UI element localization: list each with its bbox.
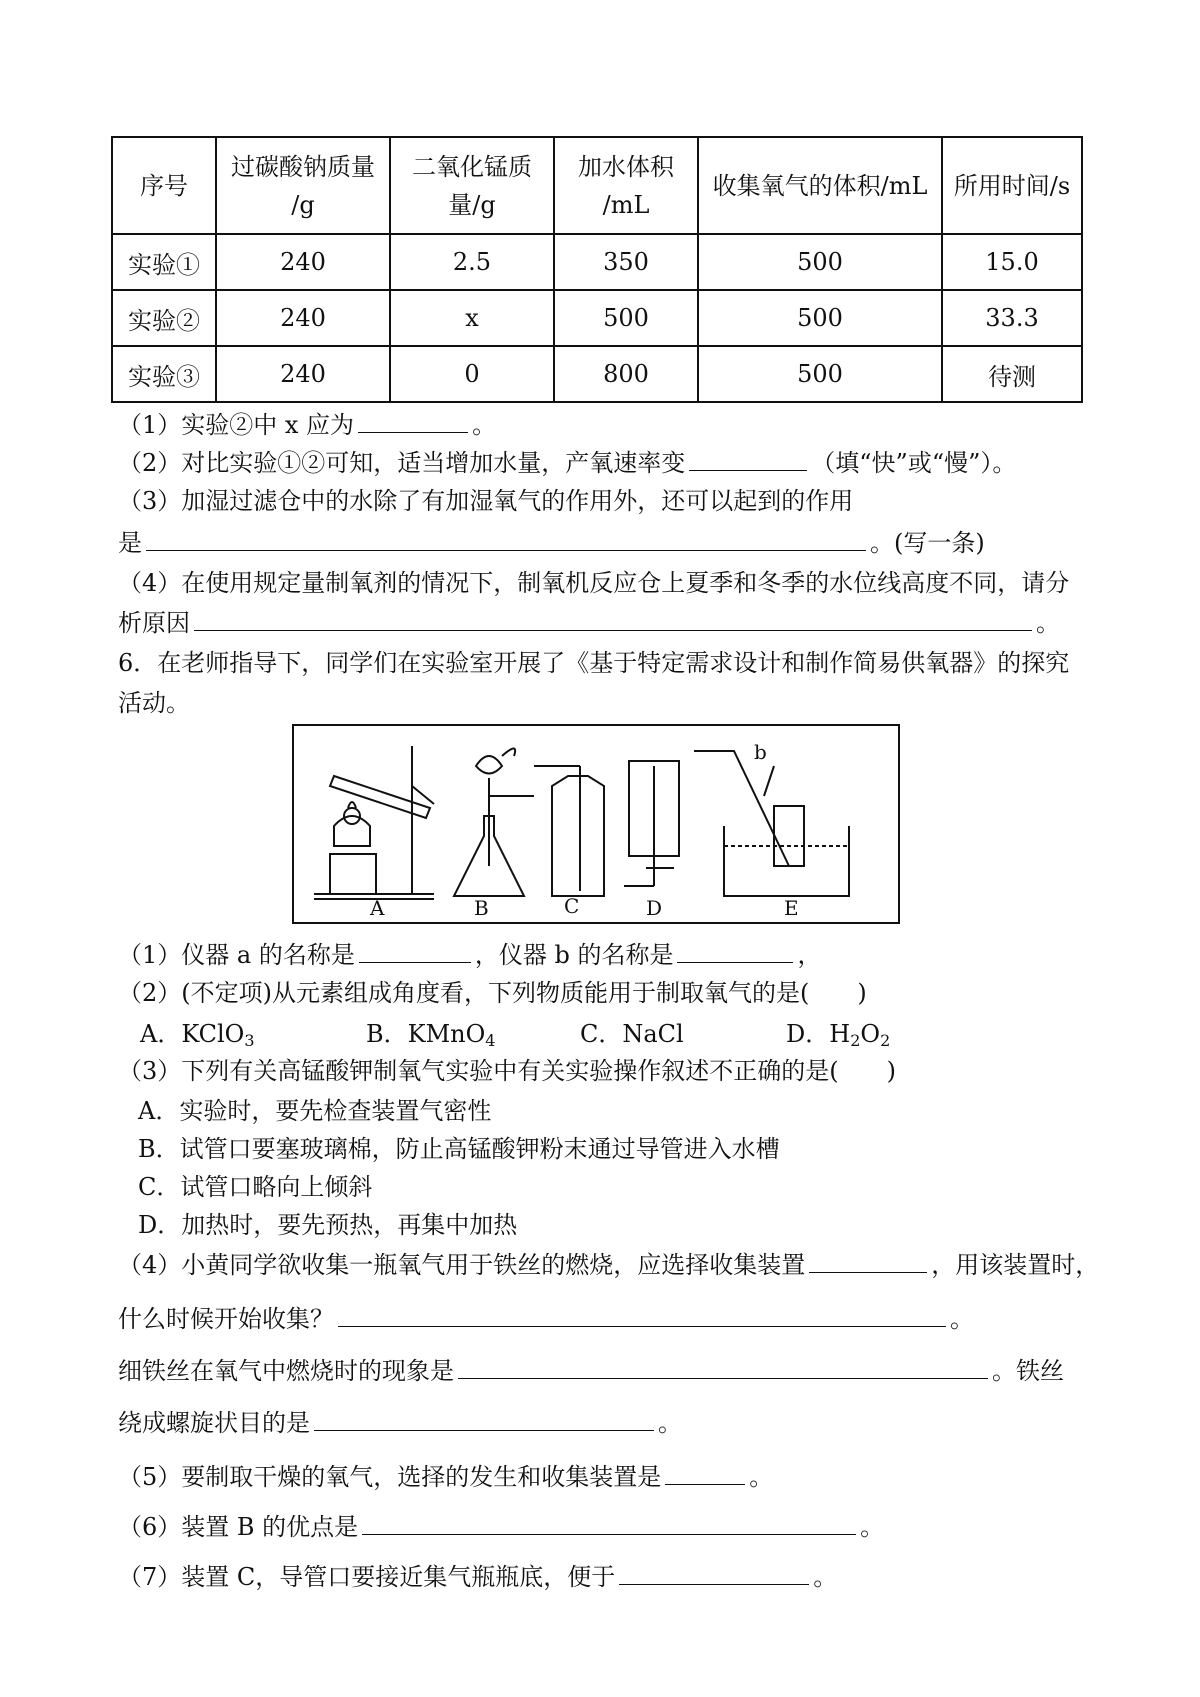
q6-sub2: （2）(不定项)从元素组成角度看，下列物质能用于制取氧气的是( )	[118, 979, 867, 1007]
q5-sub1: （1）实验②中 x 应为 。	[118, 408, 496, 442]
q6-sub4-spiral: 绕成螺旋状目的是 。	[118, 1406, 682, 1440]
table-cell: 实验①	[112, 234, 216, 290]
table-cell: 500	[698, 234, 942, 290]
table-row	[112, 346, 1082, 402]
answer-blank[interactable]	[338, 1302, 946, 1327]
table-cell: 350	[554, 234, 698, 290]
q6-intro-cont: 活动。	[118, 689, 190, 717]
q6-sub5: （5）要制取干燥的氧气，选择的发生和收集装置是 。	[118, 1460, 773, 1494]
option-d[interactable]: D．$H_2O_2$	[786, 1020, 891, 1050]
table-header-cell: 收集氧气的体积/mL	[698, 137, 942, 234]
answer-blank[interactable]	[359, 938, 471, 963]
option-c[interactable]: C．NaCl	[580, 1020, 684, 1048]
table-cell: 500	[698, 290, 942, 346]
answer-blank[interactable]	[146, 526, 866, 551]
q6-sub6: （6）装置 B 的优点是 。	[118, 1510, 884, 1544]
q6-intro: 6．在老师指导下，同学们在实验室开展了《基于特定需求设计和制作简易供氧器》的探究	[118, 649, 1070, 677]
label-d: D	[646, 896, 663, 920]
label-e: E	[784, 896, 799, 920]
q6-sub3-option-d[interactable]: D．加热时，要先预热，再集中加热	[138, 1211, 518, 1239]
table-header-row	[112, 137, 1082, 234]
label-b: B	[474, 896, 489, 920]
q6-sub1: （1）仪器 a 的名称是 ，仪器 b 的名称是 ，	[118, 938, 821, 972]
apparatus-drawing	[294, 726, 898, 922]
table-cell: 500	[554, 290, 698, 346]
table-row	[112, 290, 1082, 346]
table-header-cell: 二氧化锰质 量/g	[390, 137, 554, 234]
table-cell: 33.3	[942, 290, 1082, 346]
q6-sub3-option-c[interactable]: C．试管口略向上倾斜	[138, 1173, 373, 1201]
answer-blank[interactable]	[458, 1354, 988, 1379]
label-instrument-b: b	[754, 740, 767, 764]
q6-sub4-phenomenon: 细铁丝在氧气中燃烧时的现象是 。铁丝	[118, 1354, 1064, 1388]
table-cell: 15.0	[942, 234, 1082, 290]
table-cell: x	[390, 290, 554, 346]
table-row	[112, 234, 1082, 290]
q6-sub4-when: 什么时候开始收集？ 。	[118, 1302, 974, 1336]
table-cell: 0	[390, 346, 554, 402]
q6-sub3-option-a[interactable]: A．实验时，要先检查装置气密性	[138, 1097, 492, 1125]
table-cell: 240	[216, 234, 390, 290]
table-cell: 800	[554, 346, 698, 402]
apparatus-figure	[292, 724, 900, 924]
q5-sub3: （3）加湿过滤仓中的水除了有加湿氧气的作用外，还可以起到的作用	[118, 487, 854, 515]
table-cell: 实验③	[112, 346, 216, 402]
label-c: C	[564, 894, 580, 918]
label-a: A	[370, 896, 385, 920]
table-cell: 500	[698, 346, 942, 402]
answer-blank[interactable]	[314, 1406, 654, 1431]
answer-blank[interactable]	[809, 1248, 927, 1273]
answer-blank[interactable]	[665, 1460, 745, 1485]
experiment-table	[111, 136, 1083, 403]
q5-sub3-cont: 是 。(写一条)	[118, 526, 985, 560]
answer-blank[interactable]	[619, 1560, 809, 1585]
answer-blank[interactable]	[362, 1510, 856, 1535]
q5-sub4: （4）在使用规定量制氧剂的情况下，制氧机反应仓上夏季和冬季的水位线高度不同，请分	[118, 569, 1070, 597]
q6-sub7: （7）装置 C，导管口要接近集气瓶瓶底，便于 。	[118, 1560, 837, 1594]
answer-blank[interactable]	[689, 446, 807, 471]
answer-blank[interactable]	[194, 606, 1032, 631]
table-cell: 待测	[942, 346, 1082, 402]
option-a[interactable]: A．KClO$_3$	[140, 1020, 255, 1050]
q6-sub3: （3）下列有关高锰酸钾制氧气实验中有关实验操作叙述不正确的是( )	[118, 1057, 896, 1085]
table-cell: 240	[216, 346, 390, 402]
table-cell: 240	[216, 290, 390, 346]
q5-sub4-cont: 析原因 。	[118, 606, 1060, 640]
table-cell: 实验②	[112, 290, 216, 346]
q5-sub2: （2）对比实验①②可知，适当增加水量，产氧速率变 （填“快”或“慢”）。	[118, 446, 1016, 480]
table-header-cell: 序号	[112, 137, 216, 234]
table-header-cell: 过碳酸钠质量 /g	[216, 137, 390, 234]
answer-blank[interactable]	[677, 938, 793, 963]
table-header-cell: 加水体积 /mL	[554, 137, 698, 234]
option-b[interactable]: B．KMnO$_4$	[366, 1020, 496, 1050]
table-cell: 2.5	[390, 234, 554, 290]
table-header-cell: 所用时间/s	[942, 137, 1082, 234]
answer-blank[interactable]	[358, 408, 468, 433]
q6-sub4: （4）小黄同学欲收集一瓶氧气用于铁丝的燃烧，应选择收集装置 ，用该装置时，	[118, 1248, 1099, 1282]
q6-sub3-option-b[interactable]: B．试管口要塞玻璃棉，防止高锰酸钾粉末通过导管进入水槽	[138, 1135, 780, 1163]
